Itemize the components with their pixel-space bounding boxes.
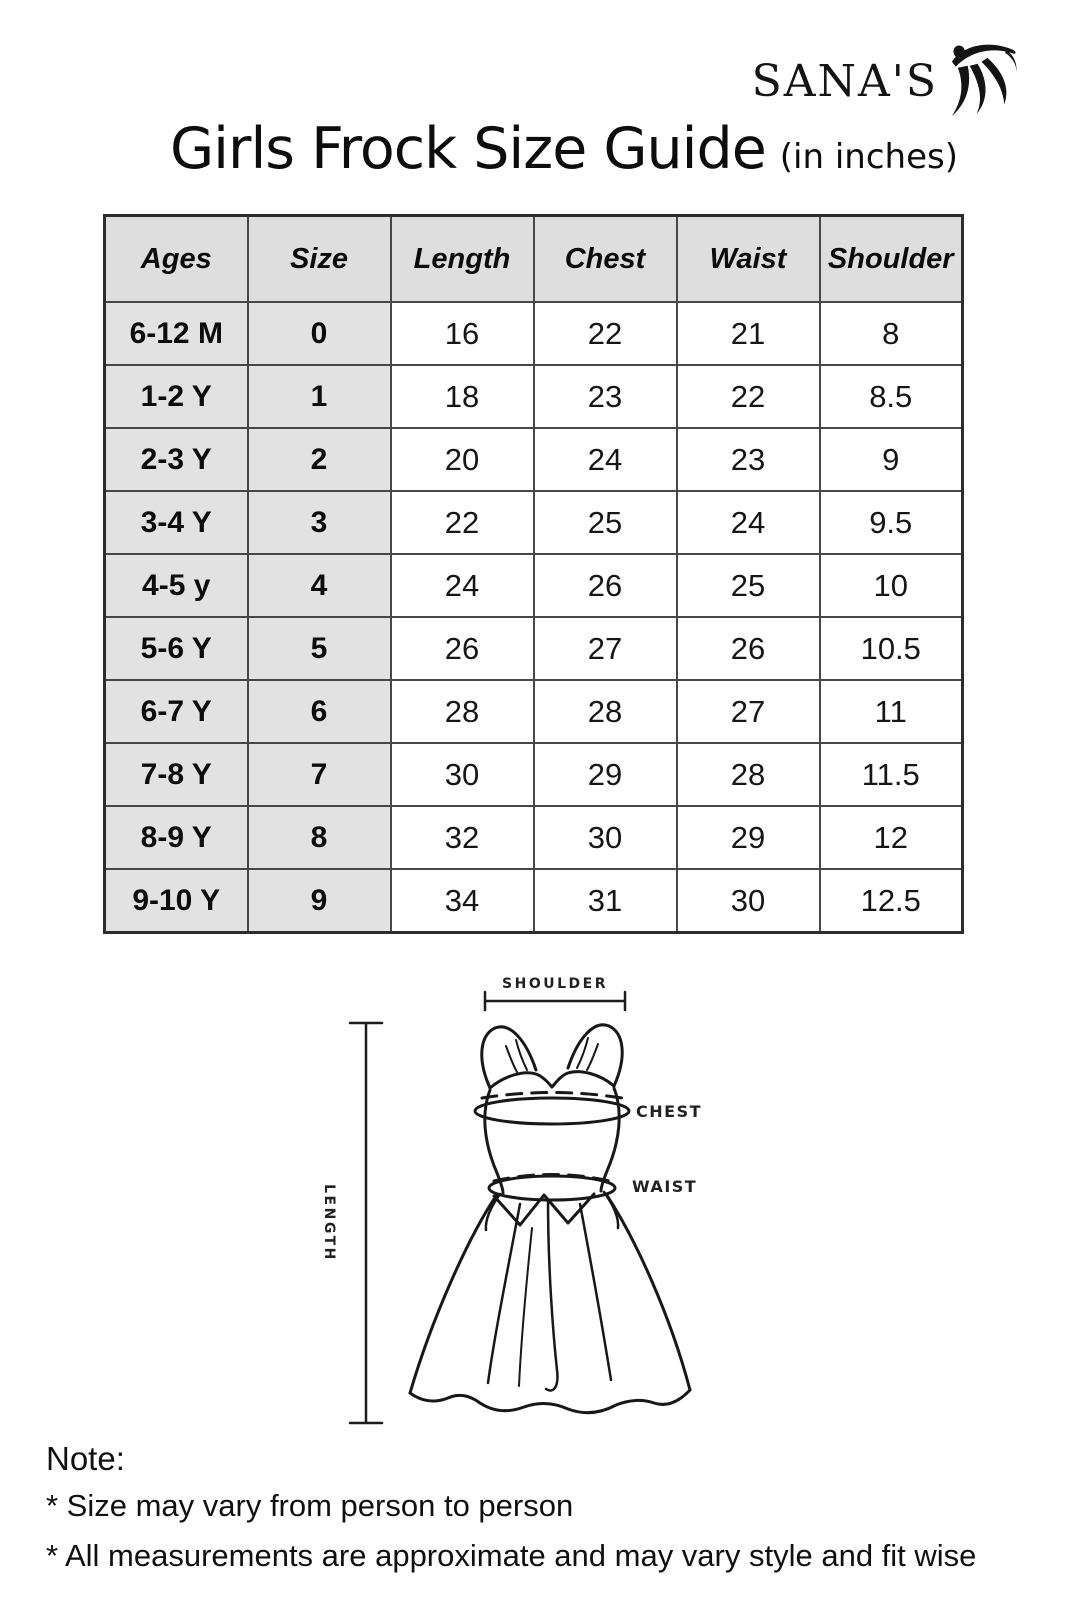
table-label-cell: 3-4 Y	[105, 491, 248, 554]
table-header-row	[105, 216, 963, 303]
table-value-cell: 30	[534, 806, 677, 869]
table-label-cell: 0	[248, 302, 391, 365]
table-label-cell: 7	[248, 743, 391, 806]
table-value-cell: 22	[391, 491, 534, 554]
table-label-cell: 1	[248, 365, 391, 428]
table-value-cell: 32	[391, 806, 534, 869]
table-value-cell: 8	[820, 302, 963, 365]
table-row	[105, 554, 963, 617]
table-value-cell: 11.5	[820, 743, 963, 806]
table-value-cell: 24	[391, 554, 534, 617]
table-value-cell: 22	[534, 302, 677, 365]
table-row	[105, 302, 963, 365]
table-header-cell: Ages	[105, 216, 248, 303]
shoulder-label: SHOULDER	[502, 976, 608, 992]
table-header-cell: Length	[391, 216, 534, 303]
table-row	[105, 806, 963, 869]
table-value-cell: 34	[391, 869, 534, 933]
table-label-cell: 2	[248, 428, 391, 491]
table-value-cell: 27	[677, 680, 820, 743]
table-value-cell: 26	[677, 617, 820, 680]
table-row	[105, 428, 963, 491]
table-label-cell: 4	[248, 554, 391, 617]
note-item: * All measurements are approximate and may vary style and fit wise	[46, 1538, 977, 1573]
brand-name: SANA'S	[751, 56, 938, 107]
flowing-gown-icon	[944, 40, 1018, 124]
frock-outline	[410, 1025, 690, 1413]
table-value-cell: 10.5	[820, 617, 963, 680]
table-value-cell: 12.5	[820, 869, 963, 933]
table-value-cell: 24	[534, 428, 677, 491]
notes-heading: Note:	[46, 1440, 125, 1477]
table-row	[105, 491, 963, 554]
table-label-cell: 2-3 Y	[105, 428, 248, 491]
table-value-cell: 22	[677, 365, 820, 428]
table-value-cell: 18	[391, 365, 534, 428]
table-value-cell: 30	[677, 869, 820, 933]
table-value-cell: 12	[820, 806, 963, 869]
size-table	[103, 214, 964, 934]
table-value-cell: 28	[534, 680, 677, 743]
table-label-cell: 6-7 Y	[105, 680, 248, 743]
table-value-cell: 21	[677, 302, 820, 365]
table-row	[105, 617, 963, 680]
table-label-cell: 3	[248, 491, 391, 554]
shoulder-measure-line	[485, 992, 625, 1010]
length-label: LENGTH	[321, 1184, 337, 1262]
table-value-cell: 8.5	[820, 365, 963, 428]
table-label-cell: 6-12 M	[105, 302, 248, 365]
page-title	[170, 116, 958, 182]
table-value-cell: 20	[391, 428, 534, 491]
waist-label: WAIST	[632, 1177, 698, 1196]
table-label-cell: 1-2 Y	[105, 365, 248, 428]
table-value-cell: 26	[534, 554, 677, 617]
table-header-cell: Shoulder	[820, 216, 963, 303]
table-value-cell: 28	[677, 743, 820, 806]
table-value-cell: 25	[677, 554, 820, 617]
table-value-cell: 28	[391, 680, 534, 743]
table-label-cell: 6	[248, 680, 391, 743]
table-label-cell: 9	[248, 869, 391, 933]
size-table-body	[105, 302, 963, 933]
table-header-cell: Size	[248, 216, 391, 303]
table-value-cell: 10	[820, 554, 963, 617]
note-item: * Size may vary from person to person	[46, 1488, 574, 1523]
table-value-cell: 25	[534, 491, 677, 554]
size-table-head	[105, 216, 963, 303]
table-value-cell: 30	[391, 743, 534, 806]
table-value-cell: 27	[534, 617, 677, 680]
table-label-cell: 8-9 Y	[105, 806, 248, 869]
table-row	[105, 365, 963, 428]
table-label-cell: 4-5 y	[105, 554, 248, 617]
table-label-cell: 9-10 Y	[105, 869, 248, 933]
table-row	[105, 869, 963, 933]
chest-label: CHEST	[636, 1102, 702, 1121]
table-value-cell: 31	[534, 869, 677, 933]
table-label-cell: 5-6 Y	[105, 617, 248, 680]
table-label-cell: 7-8 Y	[105, 743, 248, 806]
table-value-cell: 11	[820, 680, 963, 743]
table-value-cell: 9	[820, 428, 963, 491]
table-header-cell: Chest	[534, 216, 677, 303]
table-label-cell: 5	[248, 617, 391, 680]
table-header-cell: Waist	[677, 216, 820, 303]
page-title-unit: (in inches)	[779, 137, 958, 177]
brand-logo	[752, 40, 1018, 124]
table-label-cell: 8	[248, 806, 391, 869]
table-value-cell: 26	[391, 617, 534, 680]
table-value-cell: 29	[677, 806, 820, 869]
frock-measurement-diagram	[280, 938, 720, 1440]
table-row	[105, 680, 963, 743]
page-title-text: Girls Frock Size Guide	[170, 116, 766, 182]
table-value-cell: 23	[534, 365, 677, 428]
table-value-cell: 16	[391, 302, 534, 365]
table-value-cell: 9.5	[820, 491, 963, 554]
length-measure-line	[350, 1023, 382, 1423]
table-value-cell: 23	[677, 428, 820, 491]
table-row	[105, 743, 963, 806]
table-value-cell: 29	[534, 743, 677, 806]
table-value-cell: 24	[677, 491, 820, 554]
notes-section	[46, 1440, 976, 1588]
